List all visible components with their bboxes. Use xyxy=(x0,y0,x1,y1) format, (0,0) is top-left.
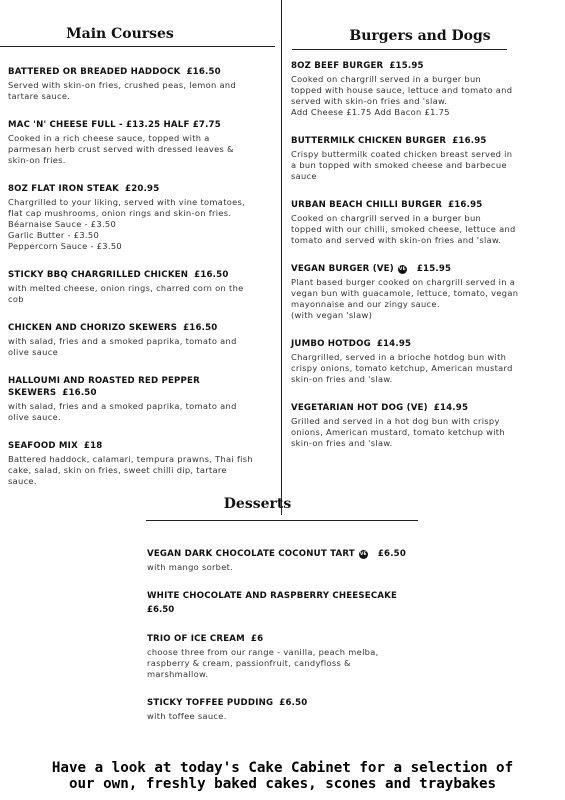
item-name: 8OZ FLAT IRON STEAK xyxy=(8,184,120,194)
description-line: crispy onions, tomato ketchup, American mustard xyxy=(291,363,513,373)
item-description xyxy=(291,352,561,385)
description-line: tartare sauce. xyxy=(8,91,71,101)
menu-item xyxy=(291,135,561,182)
menu-item xyxy=(8,269,276,305)
item-title xyxy=(8,66,276,78)
menu-item xyxy=(147,548,417,573)
menu-item xyxy=(8,119,276,166)
description-line: skin-on fries and 'slaw. xyxy=(291,438,393,448)
item-description xyxy=(8,133,276,166)
item-description xyxy=(8,283,276,305)
vegan-badge-icon: VE xyxy=(398,267,406,272)
menu-item xyxy=(8,322,276,358)
menu-item xyxy=(291,199,561,246)
item-name: BATTERED OR BREADED HADDOCK xyxy=(8,67,181,77)
item-title xyxy=(147,548,417,560)
item-description xyxy=(291,213,561,246)
description-line: parmesan herb crust served with dressed leaves & xyxy=(8,144,234,154)
description-line: vegan bun with guacamole, lettuce, tomato, vegan xyxy=(291,288,519,298)
description-line: choose three from our range - vanilla, peach melba, xyxy=(147,647,379,657)
item-name: URBAN BEACH CHILLI BURGER xyxy=(291,200,443,210)
menu-item xyxy=(291,338,561,385)
item-description xyxy=(291,149,561,182)
item-price: £16.95 xyxy=(452,136,487,146)
main-courses-list xyxy=(8,66,276,487)
item-name: TRIO OF ICE CREAM xyxy=(147,634,245,644)
menu-item xyxy=(8,375,276,423)
item-price: £6.50 xyxy=(377,549,407,559)
item-name: VEGAN DARK CHOCOLATE COCONUT TART xyxy=(147,549,355,559)
vegan-badge-icon: VE xyxy=(359,552,367,557)
description-line: cob xyxy=(8,294,24,304)
description-line: olive sauce. xyxy=(8,412,61,422)
item-description xyxy=(147,562,417,573)
item-title xyxy=(147,633,417,645)
item-price: £15.95 xyxy=(389,61,424,71)
footer-line: Have a look at today's Cake Cabinet for a selection of xyxy=(51,760,514,776)
item-title xyxy=(8,269,276,281)
description-line: served with skin-on fries and 'slaw. xyxy=(291,96,448,106)
burgers-heading: Burgers and Dogs xyxy=(349,28,491,44)
item-extra: Add Cheese £1.75 Add Bacon £1.75 xyxy=(291,107,450,117)
description-line: tomato and served with skin-on fries and 'slaw. xyxy=(291,235,502,245)
item-price: £14.95 xyxy=(376,339,412,349)
item-title xyxy=(8,119,276,131)
item-extra: Garlic Butter - £3.50 xyxy=(8,230,100,240)
item-extra: (with vegan 'slaw) xyxy=(291,310,373,320)
description-line: marshmallow. xyxy=(147,669,209,679)
description-line: a bun topped with smoked cheese and barbecue xyxy=(291,160,507,170)
main-courses-heading: Main Courses xyxy=(66,26,174,42)
item-title xyxy=(8,183,276,195)
item-price: £16.95 xyxy=(448,200,483,210)
description-line: topped with our chilli, smoked cheese, lettuce and xyxy=(291,224,516,234)
description-line: flat cap mushrooms, onion rings and skin-on fries. xyxy=(8,208,232,218)
item-title xyxy=(147,590,417,602)
item-price: £6.50 xyxy=(147,605,175,615)
footer-line: our own, freshly baked cakes, scones and traybakes xyxy=(68,776,497,792)
description-line: sauce xyxy=(291,171,317,181)
item-name: 8OZ BEEF BURGER xyxy=(291,61,384,71)
description-line: mayonnaise and our zingy sauce. xyxy=(291,299,440,309)
description-line: Chargrilled to your liking, served with vine tomatoes, xyxy=(8,197,246,207)
burgers-list xyxy=(291,60,561,449)
description-line: olive sauce xyxy=(8,347,58,357)
desserts-rule xyxy=(146,520,418,521)
item-name: WHITE CHOCOLATE AND RASPBERRY CHEESECAKE xyxy=(147,591,398,601)
item-description xyxy=(291,277,561,310)
item-price: £16.50 xyxy=(194,270,229,280)
item-title xyxy=(291,199,561,211)
item-description xyxy=(8,80,276,102)
menu-item xyxy=(291,402,561,449)
description-line: Chargrilled, served in a brioche hotdog bun with xyxy=(291,352,507,362)
menu-item xyxy=(147,633,417,680)
description-line: with melted cheese, onion rings, charred corn on the xyxy=(8,283,244,293)
item-name: VEGETARIAN HOT DOG (VE) xyxy=(291,403,428,413)
item-price: £6 xyxy=(250,634,264,644)
item-description xyxy=(291,416,561,449)
description-line: skin-on fries. xyxy=(8,155,66,165)
menu-item xyxy=(291,60,561,118)
item-name: STICKY BBQ CHARGRILLED CHICKEN xyxy=(8,270,189,280)
item-description xyxy=(291,74,561,107)
description-line: with mango sorbet. xyxy=(147,562,234,572)
item-name: HALLOUMI AND ROASTED RED PEPPER SKEWERS xyxy=(8,376,200,398)
item-name: JUMBO HOTDOG xyxy=(291,339,371,349)
item-title xyxy=(291,60,561,72)
item-description xyxy=(8,401,276,423)
description-line: Crispy buttermilk coated chicken breast served in xyxy=(291,149,513,159)
item-name: SEAFOOD MIX xyxy=(8,441,78,451)
item-description xyxy=(8,197,276,219)
burgers-rule xyxy=(292,49,507,50)
item-title xyxy=(291,402,561,414)
item-extra: Peppercorn Sauce - £3.50 xyxy=(8,241,122,251)
column-divider xyxy=(281,0,282,515)
item-name: BUTTERMILK CHICKEN BURGER xyxy=(291,136,447,146)
item-description xyxy=(8,336,276,358)
item-description xyxy=(147,711,417,722)
menu-item xyxy=(8,183,276,252)
menu-item xyxy=(291,263,561,321)
main-courses-rule xyxy=(0,46,275,47)
menu-item xyxy=(147,590,417,616)
description-line: Battered haddock, calamari, tempura prawns, Thai fish xyxy=(8,454,253,464)
menu-item xyxy=(147,697,417,722)
description-line: sauce. xyxy=(8,476,37,486)
description-line: Plant based burger cooked on chargrill served in a xyxy=(291,277,516,287)
item-extra: Béarnaise Sauce - £3.50 xyxy=(8,219,117,229)
item-title xyxy=(8,322,276,334)
description-line: with toffee sauce. xyxy=(147,711,227,721)
item-title xyxy=(8,375,276,399)
item-price: £6.50 xyxy=(279,698,308,708)
item-price: £15.95 xyxy=(416,264,452,274)
description-line: Grilled and served in a hot dog bun with crispy xyxy=(291,416,500,426)
item-description xyxy=(8,454,276,487)
description-line: Cooked in a rich cheese sauce, topped with a xyxy=(8,133,210,143)
item-title xyxy=(8,440,276,452)
description-line: skin-on fries and 'slaw. xyxy=(291,374,393,384)
item-name: STICKY TOFFEE PUDDING xyxy=(147,698,274,708)
item-name: CHICKEN AND CHORIZO SKEWERS xyxy=(8,323,178,333)
description-line: Cooked on chargrill served in a burger bun xyxy=(291,213,482,223)
item-name: MAC 'N' CHEESE FULL - £13.25 HALF £7.75 xyxy=(8,120,221,130)
item-price: £14.95 xyxy=(433,403,469,413)
description-line: Cooked on chargrill served in a burger bun xyxy=(291,74,482,84)
item-title xyxy=(147,697,417,709)
menu-item xyxy=(8,66,276,102)
description-line: Served with skin-on fries, crushed peas, lemon and xyxy=(8,80,237,90)
item-price: £16.50 xyxy=(183,323,218,333)
cake-cabinet-footer xyxy=(0,760,565,792)
description-line: cake, salad, skin on fries, sweet chilli dip, tartare xyxy=(8,465,227,475)
item-price: £16.50 xyxy=(62,388,97,398)
description-line: raspberry & cream, passionfruit, candyfloss & xyxy=(147,658,351,668)
item-price: £20.95 xyxy=(125,184,160,194)
item-description xyxy=(147,647,417,680)
item-title xyxy=(291,338,561,350)
item-price: £18 xyxy=(83,441,103,451)
item-title xyxy=(291,135,561,147)
description-line: onions, American mustard, tomato ketchup with xyxy=(291,427,505,437)
item-name: VEGAN BURGER (VE) xyxy=(291,264,394,274)
description-line: with salad, fries and a smoked paprika, tomato and xyxy=(8,336,237,346)
menu-item xyxy=(8,440,276,487)
description-line: with salad, fries and a smoked paprika, tomato and xyxy=(8,401,237,411)
item-price: £16.50 xyxy=(186,67,221,77)
item-title xyxy=(291,263,561,275)
desserts-list xyxy=(147,548,417,722)
desserts-heading: Desserts xyxy=(223,496,292,512)
description-line: topped with house sauce, lettuce and tomato and xyxy=(291,85,513,95)
